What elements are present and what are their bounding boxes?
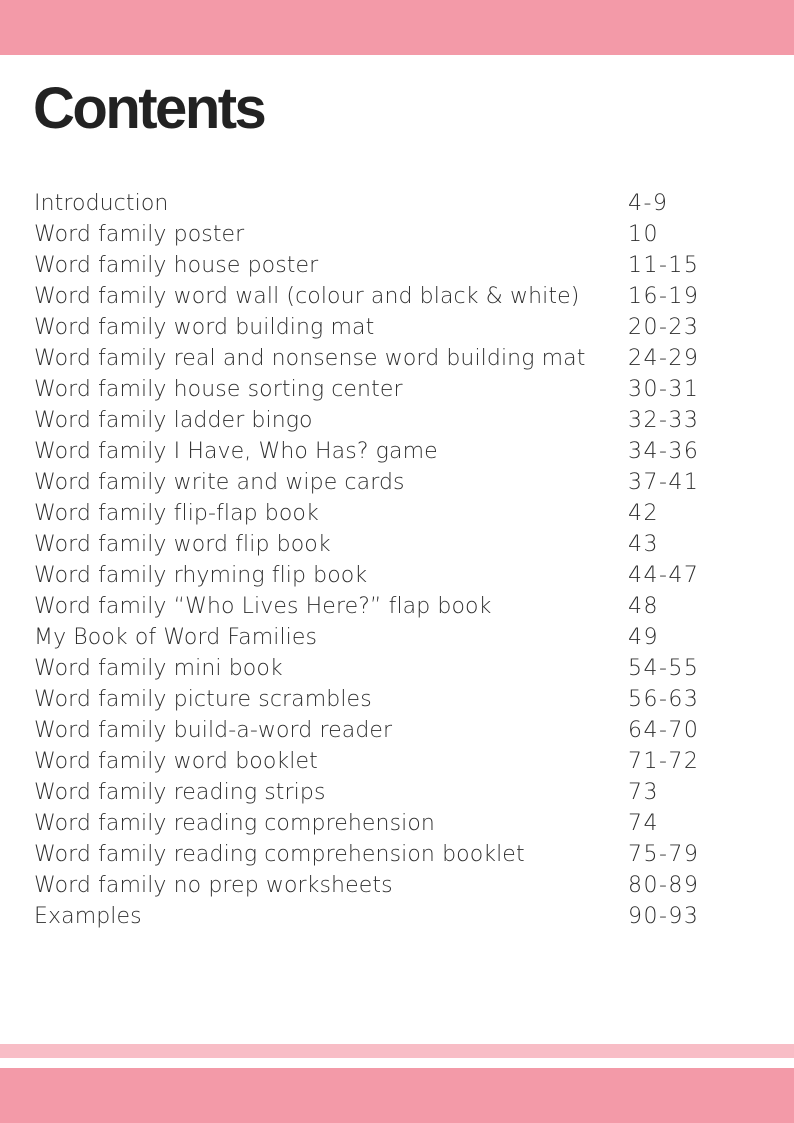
- toc-entry: [34, 560, 714, 591]
- toc-entry: [34, 653, 714, 684]
- toc-entry-pages: 37-41: [628, 470, 700, 495]
- toc-entry-title: Word family poster: [34, 222, 245, 247]
- toc-entry: [34, 715, 714, 746]
- toc-entry-title: Word family write and wipe cards: [34, 470, 405, 495]
- toc-entry-title: Word family house poster: [34, 253, 319, 278]
- toc-entry: [34, 808, 714, 839]
- toc-entry-title: Word family house sorting center: [34, 377, 403, 402]
- toc-entry-pages: 34-36: [628, 439, 700, 464]
- toc-entry: [34, 529, 714, 560]
- bottom-decorative-stripe: [0, 1044, 794, 1058]
- toc-entry: [34, 591, 714, 622]
- toc-entry-title: Word family word wall (colour and black & white): [34, 284, 580, 309]
- toc-entry-title: Word family real and nonsense word building mat: [34, 346, 586, 371]
- toc-entry-title: Word family no prep worksheets: [34, 873, 393, 898]
- toc-entry: [34, 498, 714, 529]
- toc-entry-pages: 49: [628, 625, 659, 650]
- top-decorative-band: [0, 0, 794, 55]
- toc-entry-pages: 44-47: [628, 563, 700, 588]
- toc-entry-title: Word family mini book: [34, 656, 283, 681]
- toc-entry-title: My Book of Word Families: [34, 625, 318, 650]
- toc-entry: [34, 467, 714, 498]
- toc-entry: [34, 343, 714, 374]
- toc-entry-title: Word family word building mat: [34, 315, 375, 340]
- toc-entry-title: Word family word booklet: [34, 749, 318, 774]
- toc-entry-title: Word family flip-flap book: [34, 501, 319, 526]
- toc-entry: [34, 188, 714, 219]
- toc-entry-title: Introduction: [34, 191, 169, 216]
- toc-entry-title: Word family reading comprehension: [34, 811, 435, 836]
- toc-entry-pages: 75-79: [628, 842, 700, 867]
- toc-entry: [34, 219, 714, 250]
- toc-entry: [34, 374, 714, 405]
- toc-entry-pages: 43: [628, 532, 659, 557]
- page-title: Contents: [33, 76, 265, 141]
- toc-entry: [34, 250, 714, 281]
- toc-entry-pages: 4-9: [628, 191, 669, 216]
- toc-entry-pages: 24-29: [628, 346, 700, 371]
- toc-entry-pages: 48: [628, 594, 659, 619]
- bottom-decorative-band: [0, 1068, 794, 1123]
- toc-entry-title: Word family word flip book: [34, 532, 331, 557]
- toc-entry-pages: 11-15: [628, 253, 700, 278]
- toc-entry-title: Word family reading strips: [34, 780, 326, 805]
- toc-entry-pages: 73: [628, 780, 659, 805]
- toc-entry-pages: 30-31: [628, 377, 700, 402]
- toc-entry-pages: 10: [628, 222, 659, 247]
- toc-entry: [34, 870, 714, 901]
- toc-entry: [34, 777, 714, 808]
- toc-entry-pages: 32-33: [628, 408, 700, 433]
- toc-entry-title: Examples: [34, 904, 142, 929]
- toc-entry-pages: 56-63: [628, 687, 700, 712]
- toc-entry: [34, 746, 714, 777]
- toc-entry-pages: 64-70: [628, 718, 700, 743]
- toc-entry: [34, 281, 714, 312]
- toc-entry-pages: 80-89: [628, 873, 700, 898]
- toc-entry-title: Word family “Who Lives Here?” flap book: [34, 594, 492, 619]
- toc-entry-pages: 71-72: [628, 749, 700, 774]
- toc-entry: [34, 405, 714, 436]
- toc-entry-pages: 42: [628, 501, 659, 526]
- toc-entry-pages: 20-23: [628, 315, 700, 340]
- toc-entry: [34, 312, 714, 343]
- toc-entry: [34, 622, 714, 653]
- toc-entry: [34, 436, 714, 467]
- toc-entry-pages: 74: [628, 811, 659, 836]
- toc-entry-pages: 16-19: [628, 284, 700, 309]
- toc-entry-title: Word family reading comprehension booklet: [34, 842, 525, 867]
- toc-entry: [34, 839, 714, 870]
- toc-entry-title: Word family picture scrambles: [34, 687, 372, 712]
- toc-entry-title: Word family rhyming flip book: [34, 563, 368, 588]
- toc-entry: [34, 901, 714, 932]
- toc-entry-title: Word family ladder bingo: [34, 408, 313, 433]
- table-of-contents: [34, 188, 714, 932]
- toc-entry-pages: 90-93: [628, 904, 700, 929]
- toc-entry: [34, 684, 714, 715]
- toc-entry-title: Word family build-a-word reader: [34, 718, 393, 743]
- toc-entry-title: Word family I Have, Who Has? game: [34, 439, 438, 464]
- toc-entry-pages: 54-55: [628, 656, 700, 681]
